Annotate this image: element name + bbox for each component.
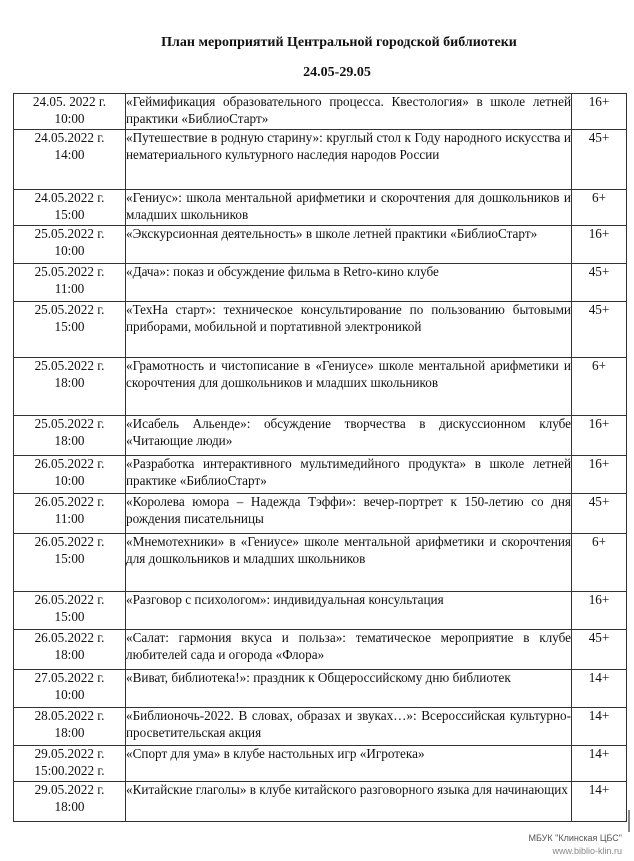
event-age-rating: 16+ bbox=[572, 456, 627, 494]
event-time: 11:00 bbox=[54, 510, 85, 526]
event-date: 28.05.2022 г. bbox=[34, 708, 105, 723]
table-row bbox=[14, 264, 627, 302]
table-row bbox=[14, 592, 627, 630]
page-edge-marker bbox=[628, 810, 630, 832]
event-date: 24.05.2022 г. bbox=[34, 130, 105, 145]
event-datetime-cell bbox=[14, 190, 126, 226]
event-description: «Салат: гармония вкуса и польза»: тематическое мероприятие в клубе любителей сада и огорода «Флора» bbox=[126, 630, 572, 670]
event-age-rating: 16+ bbox=[572, 416, 627, 456]
event-time: 10:00 bbox=[54, 110, 85, 126]
event-description: «Исабель Альенде»: обсуждение творчества в дискуссионном клубе «Читающие люди» bbox=[126, 416, 572, 456]
table-row bbox=[14, 534, 627, 592]
event-date: 26.05.2022 г. bbox=[34, 630, 105, 645]
events-table bbox=[13, 93, 627, 822]
event-age-rating: 16+ bbox=[572, 592, 627, 630]
event-date: 26.05.2022 г. bbox=[34, 494, 105, 509]
event-description: «Дача»: показ и обсуждение фильма в Retro-кино клубе bbox=[126, 264, 572, 302]
event-description: «Экскурсионная деятельность» в школе летней практики «БиблиоСтарт» bbox=[126, 226, 572, 264]
event-description: «Королева юмора – Надежда Тэффи»: вечер-портрет к 150-летию со дня рождения писательницы bbox=[126, 494, 572, 534]
event-description: «ТехНа старт»: техническое консультирование по пользованию бытовыми приборами, мобильной и портативной электроникой bbox=[126, 302, 572, 358]
table-row bbox=[14, 708, 627, 746]
event-datetime-cell bbox=[14, 302, 126, 358]
table-row bbox=[14, 670, 627, 708]
event-datetime-cell bbox=[14, 534, 126, 592]
event-time: 18:00 bbox=[54, 432, 85, 448]
table-row bbox=[14, 226, 627, 264]
event-description: «Разговор с психологом»: индивидуальная консультация bbox=[126, 592, 572, 630]
event-datetime-cell bbox=[14, 708, 126, 746]
event-age-rating: 16+ bbox=[572, 226, 627, 264]
event-description: «Разработка интерактивного мультимедийного продукта» в школе летней практике «БиблиоСтарт» bbox=[126, 456, 572, 494]
event-age-rating: 14+ bbox=[572, 746, 627, 782]
event-age-rating: 45+ bbox=[572, 630, 627, 670]
event-time: 10:00 bbox=[54, 686, 85, 702]
event-time: 15:00.2022 г. bbox=[34, 762, 105, 778]
event-date: 26.05.2022 г. bbox=[34, 456, 105, 471]
event-datetime-cell bbox=[14, 130, 126, 190]
event-date: 26.05.2022 г. bbox=[34, 534, 105, 549]
event-age-rating: 16+ bbox=[572, 94, 627, 130]
event-description: «Гениус»: школа ментальной арифметики и скорочтения для дошкольников и младших школьников bbox=[126, 190, 572, 226]
event-description: «Геймификация образовательного процесса. Квестология» в школе летней практики «БиблиоСтарт» bbox=[126, 94, 572, 130]
footer-org: МБУК "Клинская ЦБС" bbox=[528, 833, 622, 843]
event-date: 25.05.2022 г. bbox=[34, 302, 105, 317]
page-title: План мероприятий Центральной городской библиотеки bbox=[161, 35, 517, 50]
event-age-rating: 45+ bbox=[572, 130, 627, 190]
period-subtitle: 24.05-29.05 bbox=[303, 65, 371, 80]
event-time: 18:00 bbox=[54, 646, 85, 662]
event-description: «Библионочь-2022. В словах, образах и звуках…»: Всероссийская культурно-просветительская акция bbox=[126, 708, 572, 746]
table-row bbox=[14, 358, 627, 416]
event-time: 15:00 bbox=[54, 206, 85, 222]
event-time: 18:00 bbox=[54, 374, 85, 390]
event-datetime-cell bbox=[14, 494, 126, 534]
event-date: 25.05.2022 г. bbox=[34, 264, 105, 279]
table-row bbox=[14, 782, 627, 822]
event-time: 10:00 bbox=[54, 472, 85, 488]
event-date: 26.05.2022 г. bbox=[34, 592, 105, 607]
event-date: 27.05.2022 г. bbox=[34, 670, 105, 685]
table-row bbox=[14, 494, 627, 534]
event-datetime-cell bbox=[14, 416, 126, 456]
event-age-rating: 45+ bbox=[572, 264, 627, 302]
event-age-rating: 14+ bbox=[572, 708, 627, 746]
footer-url: www.biblio-klin.ru bbox=[552, 846, 622, 856]
event-age-rating: 45+ bbox=[572, 302, 627, 358]
table-row bbox=[14, 416, 627, 456]
event-date: 29.05.2022 г. bbox=[34, 746, 105, 761]
event-datetime-cell bbox=[14, 456, 126, 494]
event-age-rating: 14+ bbox=[572, 670, 627, 708]
event-date: 25.05.2022 г. bbox=[34, 416, 105, 431]
event-datetime-cell bbox=[14, 358, 126, 416]
event-datetime-cell bbox=[14, 226, 126, 264]
event-description: «Путешествие в родную старину»: круглый стол к Году народного искусства и нематериального культурного наследия народов России bbox=[126, 130, 572, 190]
event-date: 24.05.2022 г. bbox=[34, 190, 105, 205]
event-age-rating: 14+ bbox=[572, 782, 627, 822]
event-datetime-cell bbox=[14, 264, 126, 302]
event-date: 24.05. 2022 г. bbox=[32, 94, 107, 109]
event-datetime-cell bbox=[14, 746, 126, 782]
event-age-rating: 45+ bbox=[572, 494, 627, 534]
table-row bbox=[14, 130, 627, 190]
event-time: 15:00 bbox=[54, 550, 85, 566]
event-description: «Грамотность и чистописание в «Гениусе» школе ментальной арифметики и скорочтения для дошкольников и младших школьников bbox=[126, 358, 572, 416]
event-time: 10:00 bbox=[54, 242, 85, 258]
event-description: «Виват, библиотека!»: праздник к Общероссийскому дню библиотек bbox=[126, 670, 572, 708]
event-datetime-cell bbox=[14, 592, 126, 630]
event-time: 18:00 bbox=[54, 724, 85, 740]
event-age-rating: 6+ bbox=[572, 190, 627, 226]
event-date: 25.05.2022 г. bbox=[34, 358, 105, 373]
table-row bbox=[14, 746, 627, 782]
event-datetime-cell bbox=[14, 630, 126, 670]
event-date: 29.05.2022 г. bbox=[34, 782, 105, 797]
event-time: 18:00 bbox=[54, 798, 85, 814]
event-description: «Мнемотехники» в «Гениусе» школе ментальной арифметики и скорочтения для дошкольников и младших школьников bbox=[126, 534, 572, 592]
event-datetime-cell bbox=[14, 94, 126, 130]
event-date: 25.05.2022 г. bbox=[34, 226, 105, 241]
table-row bbox=[14, 190, 627, 226]
event-time: 14:00 bbox=[54, 146, 85, 162]
event-datetime-cell bbox=[14, 782, 126, 822]
event-age-rating: 6+ bbox=[572, 358, 627, 416]
table-row bbox=[14, 630, 627, 670]
table-row bbox=[14, 456, 627, 494]
event-description: «Спорт для ума» в клубе настольных игр «Игротека» bbox=[126, 746, 572, 782]
table-row bbox=[14, 302, 627, 358]
event-time: 11:00 bbox=[54, 280, 85, 296]
event-description: «Китайские глаголы» в клубе китайского разговорного языка для начинающих bbox=[126, 782, 572, 822]
event-time: 15:00 bbox=[54, 608, 85, 624]
event-age-rating: 6+ bbox=[572, 534, 627, 592]
event-time: 15:00 bbox=[54, 318, 85, 334]
event-datetime-cell bbox=[14, 670, 126, 708]
table-row bbox=[14, 94, 627, 130]
